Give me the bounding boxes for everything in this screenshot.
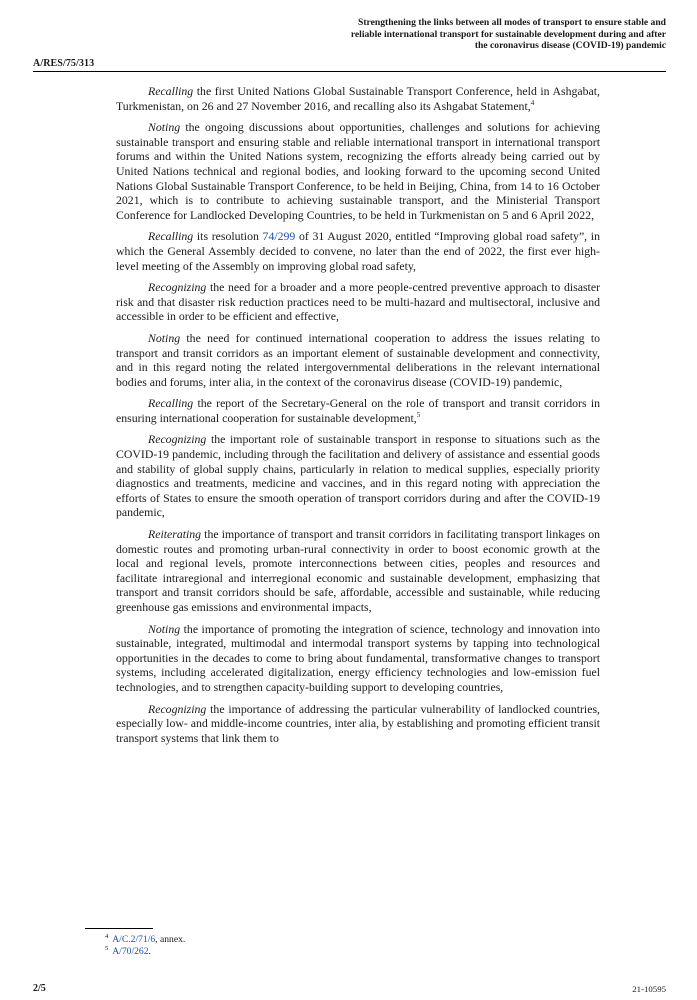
preamble-paragraph [116,84,600,113]
preamble-paragraph [116,396,600,425]
footnote-divider [85,928,153,929]
preamble-paragraph [116,229,600,273]
document-number: 21-10595 [632,984,666,994]
paragraph-text: its resolution [193,229,263,244]
document-title: Strengthening the links between all modes of transport to ensure stable and reliable international transport for sustainable development during and after the coronavirus disease (COVID-19) pandemic [350,17,666,52]
document-symbol: A/RES/75/313 [33,58,95,69]
preamble-paragraph [116,527,600,615]
paragraph-lead: Noting [148,330,181,345]
header-divider [33,71,666,72]
preamble-paragraph [116,432,600,520]
paragraph-text: the important role of sustainable transport in response to situations such as the COVID-19 pandemic, including through the facilitation and delivery of assistance and essential goods and stability of global supply chains, particularly in relation to medical supplies, especially priority diagnostics and treatments, medicine and vaccines, and in this regard noting with appreciation the efforts of States to ensure the smooth operation of transport corridors during and after the COVID-19 pandemic, [116,432,600,520]
footnote [105,934,185,946]
paragraph-lead: Noting [148,120,181,135]
resolution-link[interactable]: 74/299 [262,229,296,244]
page-number: 2/5 [33,983,46,994]
paragraph-text: the importance of addressing the particular vulnerability of landlocked countries, especially low- and middle-income countries, inter alia, by establishing and promoting efficient transit transport systems that link them to [116,701,600,745]
paragraph-lead: Recalling [148,229,194,244]
paragraph-text: the need for continued international cooperation to address the issues relating to transport and transit corridors as an important element of sustainable development and connectivity, and in this regard noting the related intergovernmental deliberations in the relevant international bodies and forums, inter alia, in the context of the coronavirus disease (COVID-19) pandemic, [116,330,600,389]
resolution-body [116,84,600,752]
footnote-ref: 4 [530,98,535,107]
paragraph-text: the report of the Secretary-General on the role of transport and transit corridors in ensuring international cooperation for sustainable development, [116,396,600,425]
paragraph-text: the need for a broader and a more people-centred preventive approach to disaster risk and that disaster risk reduction practices need to be multi-hazard and multisectoral, inclusive and accessible in order to be efficient and effective, [116,280,600,324]
preamble-paragraph [116,331,600,389]
paragraph-lead: Recognizing [148,432,207,447]
footnote-text: , annex. [155,934,186,945]
paragraph-text: the importance of transport and transit corridors in facilitating transport linkages on domestic routes and promoting urban-rural connectivity in order to boost economic growth at the local and regional levels, promote interconnections between cities, peoples and resources and facilitate intraregional and interregional economic and sustainable development, emphasizing that transport and transit corridors should be safe, affordable, accessible and sustainable, while reducing greenhouse gas emissions and environmental impacts, [116,527,600,614]
paragraph-lead: Recalling [148,396,194,411]
paragraph-text: the first United Nations Global Sustainable Transport Conference, held in Ashgabat, Turkmenistan, on 26 and 27 November 2016, and recalling also its Ashgabat Statement, [116,84,600,113]
footnote-number: 5 [105,945,109,953]
preamble-paragraph [116,280,600,324]
paragraph-lead: Recalling [148,84,194,98]
paragraph-lead: Recognizing [148,280,207,295]
footnotes [105,934,185,959]
footnote-link[interactable]: A/C.2/71/6 [112,934,156,945]
preamble-paragraph [116,702,600,746]
paragraph-text: the importance of promoting the integration of science, technology and innovation into sustainable, integrated, multimodal and intermodal transport systems by tapping into technological opportunities in the decades to come to bring about fundamental, transformative changes to transport systems, including accelerated digitalization, energy efficiency technologies and low-emission fuel technologies, and to strengthen capacity-building support to developing countries, [116,621,600,694]
paragraph-text: the ongoing discussions about opportunities, challenges and solutions for achieving sustainable transport and ensuring stable and reliable international transport in international transport forums and within the United Nations system, recognizing the efforts already being carried out by United Nations technical and regional bodies, and looking forward to the upcoming second United Nations Global Sustainable Transport Conference, to be held in Beijing, China, from 14 to 16 October 2021, which is to contribute to achieving sustainable transport, and the Ministerial Transport Conference for Landlocked Developing Countries, to be held in Turkmenistan on 5 and 6 April 2022, [116,120,600,222]
preamble-paragraph [116,622,600,695]
paragraph-lead: Reiterating [148,527,202,542]
paragraph-lead: Recognizing [148,701,207,716]
paragraph-lead: Noting [148,621,181,636]
paragraph-text: of 31 August 2020, entitled “Improving global road safety”, in which the General Assembly decided to convene, no later than the end of 2022, the first ever high-level meeting of the Assembly on improving global road safety, [116,229,600,273]
preamble-paragraph [116,120,600,222]
footnote-text: . [148,946,151,958]
footnote-ref: 5 [416,410,421,419]
footnote-link[interactable]: A/70/262 [112,946,149,958]
footnote [105,946,185,958]
footnote-number: 4 [105,932,109,940]
